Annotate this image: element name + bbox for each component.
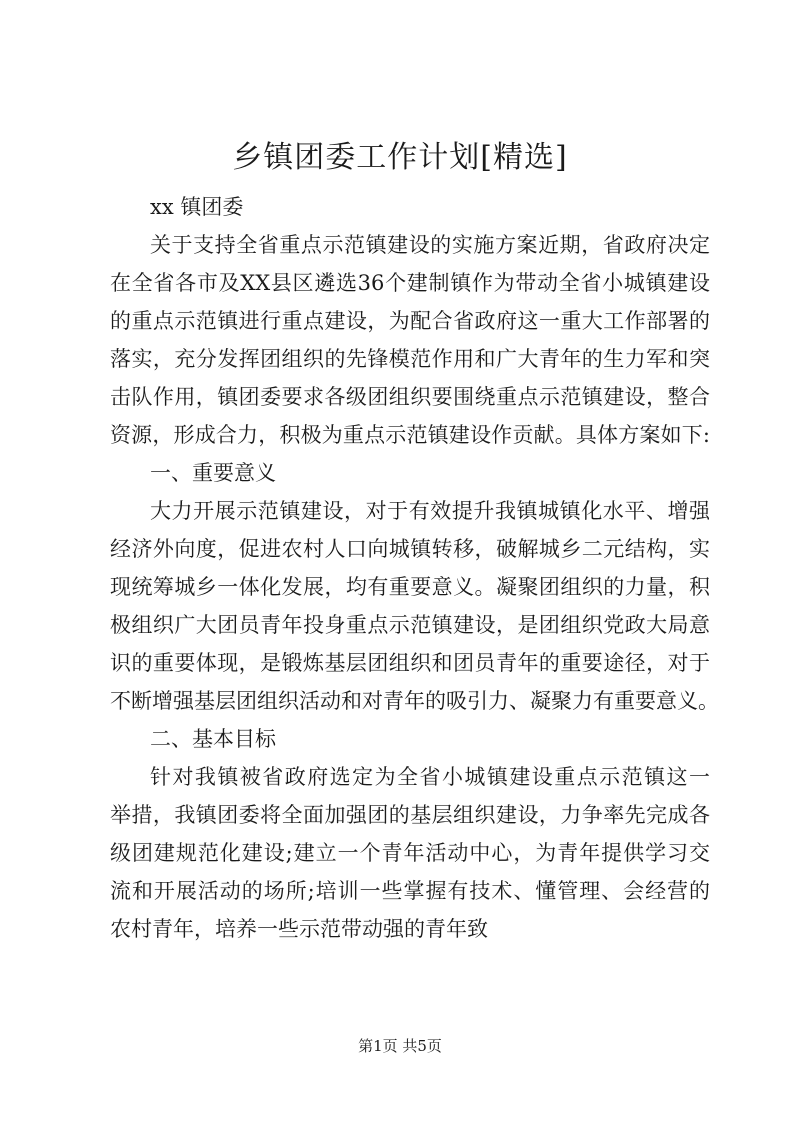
paragraph-line: 不断增强基层团组织活动和对青年的吸引力、凝聚力有重要意义。	[110, 689, 719, 713]
paragraph-line: 击队作用，镇团委要求各级团组织要围绕重点示范镇建设，整合	[110, 385, 710, 409]
paragraph-line: 识的重要体现，是锻炼基层团组织和团员青年的重要途径，对于	[110, 651, 710, 675]
paragraph-line: 极组织广大团员青年投身重点示范镇建设，是团组织党政大局意	[110, 613, 710, 637]
page-number: 第1页 共5页	[358, 1037, 442, 1055]
paragraph-line: 关于支持全省重点示范镇建设的实施方案近期，省政府决定	[150, 233, 710, 257]
paragraph-line: 现统筹城乡一体化发展，均有重要意义。凝聚团组织的力量，积	[110, 575, 710, 599]
document-title: 乡镇团委工作计划[精选]	[232, 140, 568, 175]
paragraph-line: 经济外向度，促进农村人口向城镇转移，破解城乡二元结构，实	[110, 537, 710, 561]
paragraph-line: 落实，充分发挥团组织的先锋模范作用和广大青年的生力军和突	[110, 347, 710, 371]
paragraph-line: 举措，我镇团委将全面加强团的基层组织建设，力争率先完成各	[110, 803, 710, 827]
paragraph-line: 级团建规范化建设;建立一个青年活动中心，为青年提供学习交	[110, 841, 710, 865]
paragraph-line: 农村青年，培养一些示范带动强的青年致	[110, 917, 488, 941]
paragraph-line: 流和开展活动的场所;培训一些掌握有技术、懂管理、会经营的	[110, 879, 710, 903]
paragraph-line: 在全省各市及XX县区遴选36个建制镇作为带动全省小城镇建设	[110, 271, 710, 295]
author-line: xx 镇团委	[150, 195, 244, 219]
paragraph-line: 资源，形成合力，积极为重点示范镇建设作贡献。具体方案如下:	[110, 423, 710, 447]
section-heading: 二、基本目标	[150, 727, 276, 751]
section-heading: 一、重要意义	[150, 461, 276, 485]
paragraph-line: 大力开展示范镇建设，对于有效提升我镇城镇化水平、增强	[150, 499, 710, 523]
paragraph-line: 的重点示范镇进行重点建设，为配合省政府这一重大工作部署的	[110, 309, 710, 333]
paragraph-line: 针对我镇被省政府选定为全省小城镇建设重点示范镇这一	[150, 765, 710, 789]
